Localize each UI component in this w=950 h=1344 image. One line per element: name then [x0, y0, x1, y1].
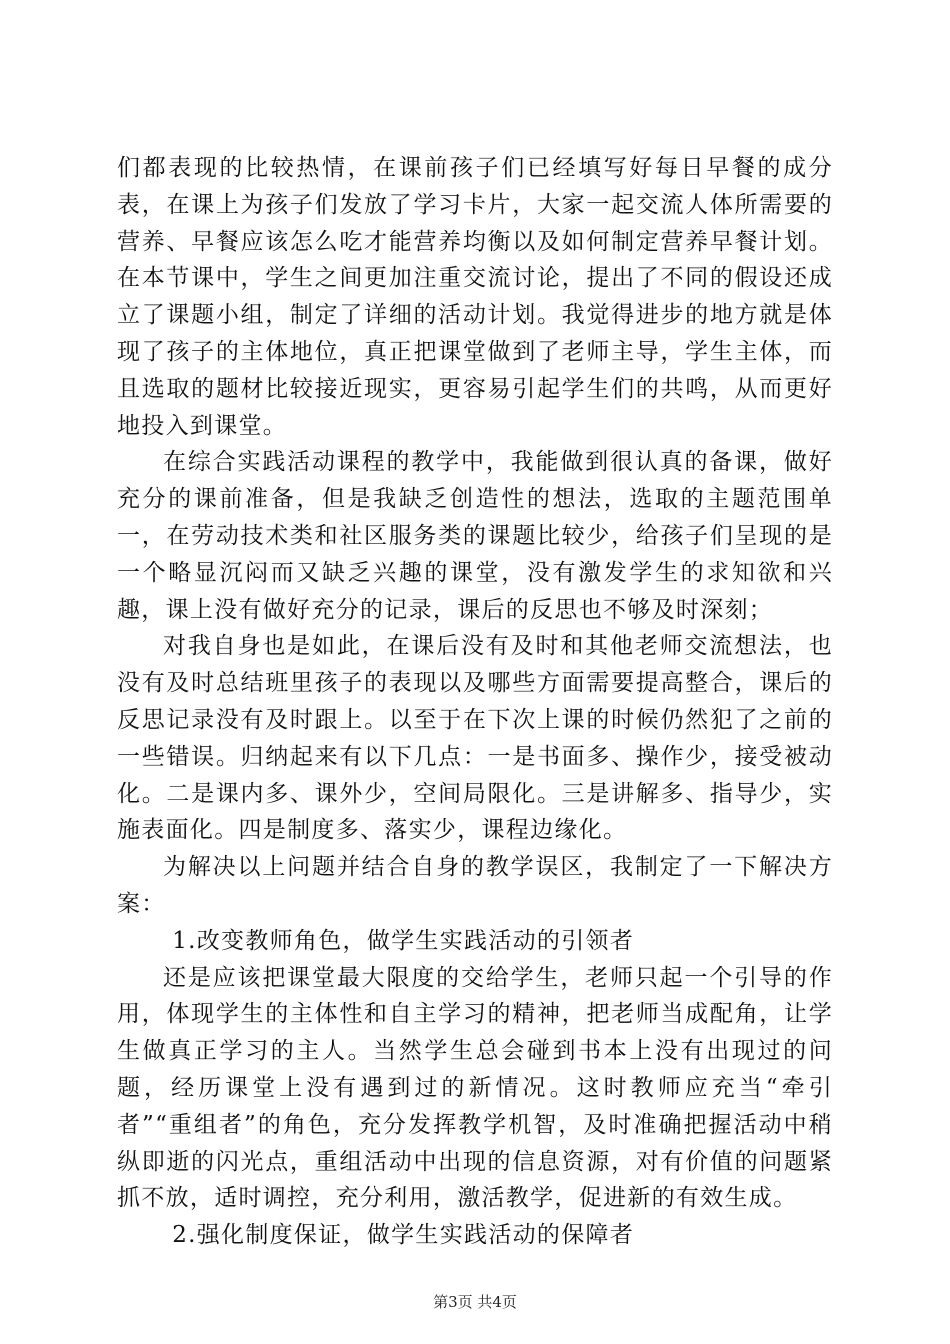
paragraph-preparation: 在综合实践活动课程的教学中，我能做到很认真的备课，做好充分的课前准备，但是我缺乏创造性的想法，选取的主题范围单一，在劳动技术类和社区服务类的课题比较少，给孩子们呈现的是一个略显沉闷而又缺乏兴趣的课堂，没有激发学生的求知欲和兴趣，课上没有做好充分的记录，课后的反思也不够及时深刻； — [117, 449, 833, 623]
heading-item-2: 2.强化制度保证，做学生实践活动的保障者 — [172, 1222, 635, 1249]
paragraph-self-reflection: 对我自身也是如此，在课后没有及时和其他老师交流想法，也没有及时总结班里孩子的表现以及哪些方面需要提高整合，课后的反思记录没有及时跟上。以至于在下次上课的时候仍然犯了之前的一些错误。归纳起来有以下几点：一是书面多、操作少，接受被动化。二是课内多、课外少，空间局限化。三是讲解多、指导少，实施表面化。四是制度多、落实少，课程边缘化。 — [117, 633, 833, 844]
heading-item-1: 1.改变教师角色，做学生实践活动的引领者 — [172, 927, 635, 954]
paragraph-continuation: 们都表现的比较热情，在课前孩子们已经填写好每日早餐的成分表，在课上为孩子们发放了学习卡片，大家一起交流人体所需要的营养、早餐应该怎么吃才能营养均衡以及如何制定营养早餐计划。在本节课中，学生之间更加注重交流讨论，提出了不同的假设还成立了课题小组，制定了详细的活动计划。我觉得进步的地方就是体现了孩子的主体地位，真正把课堂做到了老师主导，学生主体，而且选取的题材比较接近现实，更容易引起学生们的共鸣，从而更好地投入到课堂。 — [117, 155, 833, 439]
paragraph-teacher-role: 还是应该把课堂最大限度的交给学生，老师只起一个引导的作用，体现学生的主体性和自主学习的精神，把老师当成配角，让学生做真正学习的主人。当然学生总会碰到书本上没有出现过的问题，经历课堂上没有遇到过的新情况。这时教师应充当“牵引者”“重组者”的角色，充分发挥教学机智，及时准确把握活动中稍纵即逝的闪光点，重组活动中出现的信息资源，对有价值的问题紧抓不放，适时调控，充分利用，激活教学，促进新的有效生成。 — [117, 964, 833, 1212]
page-footer: 第3页 共4页 — [433, 1293, 517, 1311]
paragraph-solution-intro: 为解决以上问题并结合自身的教学误区，我制定了一下解决方案： — [117, 854, 833, 917]
body-text — [117, 150, 833, 1254]
